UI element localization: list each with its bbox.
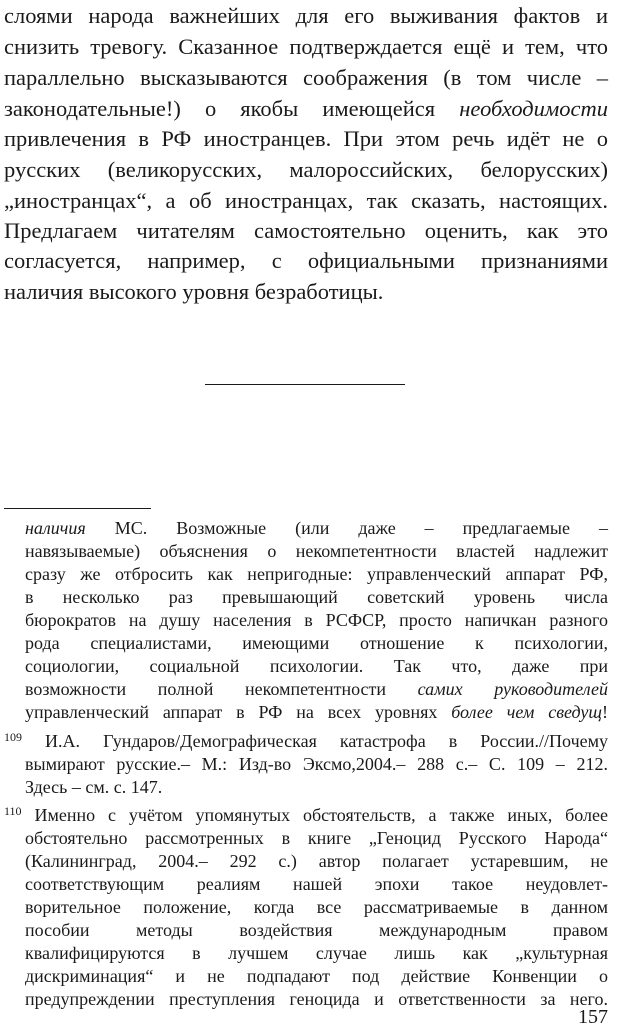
fn-110-line-3: (Калининград, 2004.– 292 с.) автор полагает устаревшим, не	[25, 851, 608, 871]
main-line-5: привлечения в РФ иностранцев. При этом речь идёт не о	[4, 126, 608, 151]
fn-cont-line-9: управленческий аппарат в РФ на всех уровнях более чем сведущ!	[25, 702, 609, 722]
fn-110-line-2: обстоятельно рассмотренных в книге „Геноцид Русского Народа“	[25, 828, 608, 848]
fn-110-line-7: квалифицируются в лучшем случае лишь как „культурная	[25, 943, 608, 963]
main-line-1: слоями народа важнейших для его выживания фактов и	[4, 3, 608, 28]
main-line-2: снизить тревогу. Сказанное подтверждается ещё и тем, что	[4, 34, 608, 59]
fn-cont-line-4: в несколько раз превышающий советский уровень числа	[25, 587, 608, 607]
fn-110-line-6: пособии методы воздействия международным правом	[25, 920, 608, 940]
main-line-10: наличия высокого уровня безработицы.	[4, 279, 384, 304]
main-line-8: Предлагаем читателям самостоятельно оценить, как это	[4, 218, 608, 243]
italic-emphasis: необходимости	[459, 96, 608, 121]
fn-109-line-1: $^{109}$ И.А. Гундаров/Демографическая катастрофа в России.//Почему	[4, 730, 608, 751]
page-number: 157	[578, 1006, 608, 1028]
main-line-4: законодательные!) о якобы имеющейся необходимости	[4, 96, 608, 121]
italic-emphasis: наличия	[25, 518, 86, 538]
footnote-number: 110	[4, 804, 22, 818]
fn-110-line-9: предупреждении преступления геноцида и ответственности за него.	[25, 989, 608, 1009]
main-line-7: „иностранцах“, а об иностранцах, так сказать, настоящих.	[4, 188, 608, 213]
fn-109-line-2: вымирают русские.– М.: Изд-во Эксмо,2004.– 288 с.– С. 109 – 212.	[25, 754, 608, 774]
fn-110-line-5: ворительное положение, когда все рассматриваемые в данном	[25, 897, 608, 917]
fn-cont-line-6: рода специалистами, имеющими отношение к психологии,	[25, 633, 608, 653]
fn-cont-line-8: возможности полной некомпетентности самих руководителей	[25, 679, 608, 699]
italic-emphasis: самих руководителей	[417, 679, 608, 699]
main-line-9: согласуется, например, с официальными признаниями	[4, 248, 608, 273]
fn-110-line-8: дискриминация“ и не подпадают под действие Конвенции о	[25, 966, 608, 986]
italic-emphasis: более чем сведущ	[451, 702, 603, 722]
fn-cont-line-5: бюрократов на душу населения в РСФСР, просто напичкан разного	[25, 610, 608, 630]
fn-110-line-4: соответствующим реалиям нашей эпохи такое неудовлет-	[25, 874, 608, 894]
footnote-number: 109	[4, 730, 22, 744]
fn-cont-line-2: навязываемые) объяснения о некомпетентности властей надлежит	[25, 541, 608, 561]
footnote-rule	[4, 508, 151, 509]
fn-cont-line-1: наличия МС. Возможные (или даже – предлагаемые –	[25, 518, 608, 538]
fn-cont-line-7: социологии, социальной психологии. Так что, даже при	[25, 656, 608, 676]
fn-cont-line-3: сразу же отбросить как непригодные: управленческий аппарат РФ,	[25, 564, 608, 584]
main-line-6: русских (великорусских, малороссийских, белорусских)	[4, 157, 608, 182]
fn-109-line-3: Здесь – см. с. 147.	[25, 777, 163, 797]
main-line-3: параллельно высказываются соображения (в том числе –	[4, 65, 608, 90]
section-separator	[205, 384, 405, 385]
fn-110-line-1: $^{110}$ Именно с учётом упомянутых обстоятельств, а также иных, более	[4, 804, 609, 825]
